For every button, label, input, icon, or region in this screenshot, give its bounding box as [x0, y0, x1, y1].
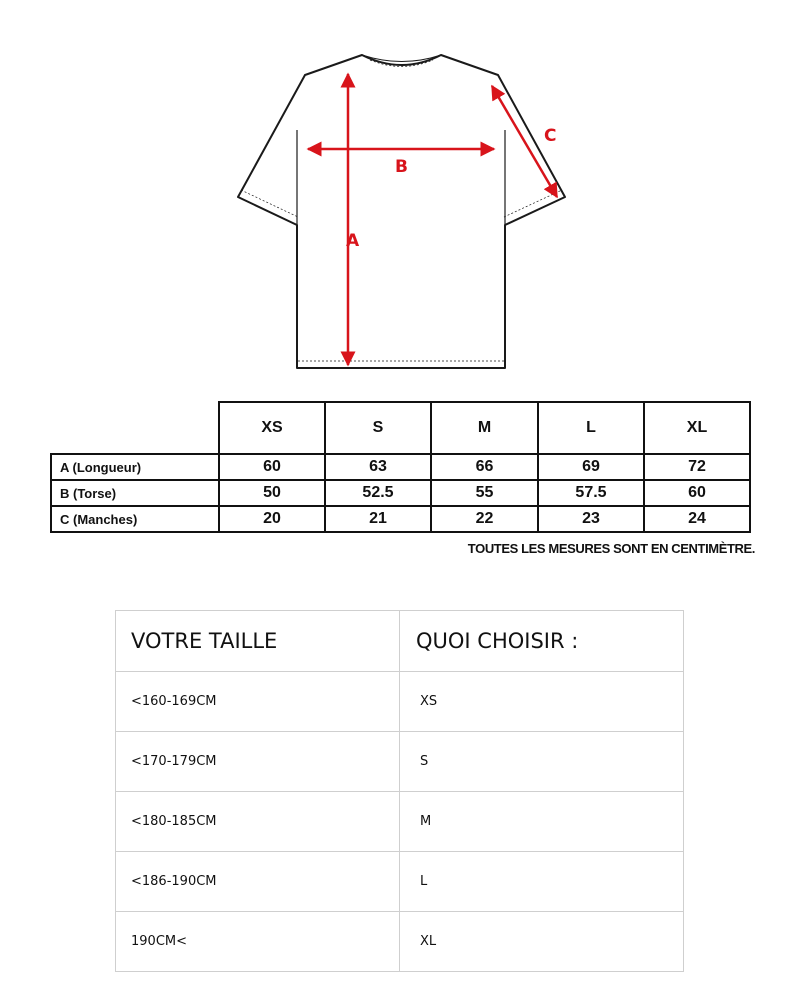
- size-header-row: [51, 402, 750, 454]
- cell-value: 72: [644, 454, 750, 480]
- cell-value: 50: [219, 480, 325, 506]
- size-header: XS: [219, 402, 325, 454]
- size-header: S: [325, 402, 431, 454]
- label-b: B: [395, 157, 408, 177]
- cell-value: 57.5: [538, 480, 644, 506]
- cell-value: 55: [431, 480, 538, 506]
- cell-value: 52.5: [325, 480, 431, 506]
- row-label: B (Torse): [51, 480, 219, 506]
- height-range: <170-179CM: [116, 732, 400, 792]
- cell-value: 60: [644, 480, 750, 506]
- cell-value: 23: [538, 506, 644, 532]
- size-header: L: [538, 402, 644, 454]
- cell-value: 20: [219, 506, 325, 532]
- table-row: [51, 454, 750, 480]
- table-row: [116, 792, 684, 852]
- cell-value: 69: [538, 454, 644, 480]
- size-header: XL: [644, 402, 750, 454]
- recommended-size: M: [400, 792, 684, 852]
- label-c: C: [544, 126, 557, 146]
- row-label: C (Manches): [51, 506, 219, 532]
- tshirt-diagram: [0, 0, 800, 390]
- height-range: 190CM<: [116, 912, 400, 972]
- cell-value: 24: [644, 506, 750, 532]
- table-row: [116, 672, 684, 732]
- recommended-size: L: [400, 852, 684, 912]
- reco-header-row: [116, 611, 684, 672]
- height-range: <160-169CM: [116, 672, 400, 732]
- cell-value: 66: [431, 454, 538, 480]
- height-column-header: VOTRE TAILLE: [116, 611, 400, 672]
- table-row: [51, 506, 750, 532]
- table-row: [51, 480, 750, 506]
- recommended-size: XS: [400, 672, 684, 732]
- choose-column-header: QUOI CHOISIR :: [400, 611, 684, 672]
- measurement-arrows: [308, 74, 557, 365]
- units-note: TOUTES LES MESURES SONT EN CENTIMÈTRE.: [467, 541, 755, 556]
- cell-value: 60: [219, 454, 325, 480]
- cell-value: 21: [325, 506, 431, 532]
- label-a: A: [346, 231, 360, 251]
- size-recommendation-table: [115, 610, 684, 972]
- cell-value: 22: [431, 506, 538, 532]
- table-row: [116, 852, 684, 912]
- size-header: M: [431, 402, 538, 454]
- recommended-size: XL: [400, 912, 684, 972]
- table-row: [116, 732, 684, 792]
- measurements-table: [50, 401, 751, 533]
- table-row: [116, 912, 684, 972]
- recommended-size: S: [400, 732, 684, 792]
- height-range: <180-185CM: [116, 792, 400, 852]
- height-range: <186-190CM: [116, 852, 400, 912]
- cell-value: 63: [325, 454, 431, 480]
- tshirt-outline: [238, 55, 565, 368]
- row-label: A (Longueur): [51, 454, 219, 480]
- corner-cell: [51, 402, 219, 454]
